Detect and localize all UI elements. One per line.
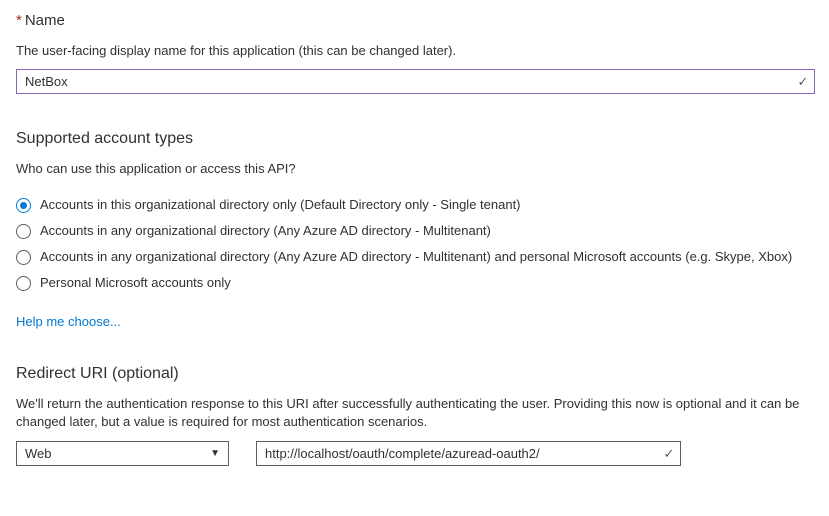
radio-button-icon[interactable] bbox=[16, 276, 31, 291]
radio-button-icon[interactable] bbox=[16, 198, 31, 213]
supported-account-types-heading: Supported account types bbox=[16, 130, 194, 147]
name-label-text: Name bbox=[24, 12, 65, 29]
radio-option-label: Accounts in any organizational directory (Any Azure AD directory - Multitenant) bbox=[40, 223, 491, 238]
radio-option-multitenant[interactable] bbox=[16, 218, 813, 244]
redirect-uri-row bbox=[16, 441, 813, 466]
radio-option-label: Personal Microsoft accounts only bbox=[40, 275, 231, 290]
radio-button-icon[interactable] bbox=[16, 250, 31, 265]
radio-option-label: Accounts in this organizational directory only (Default Directory only - Single tenant) bbox=[40, 197, 521, 212]
supported-account-types-helper: Who can use this application or access this API? bbox=[16, 161, 296, 176]
redirect-uri-heading: Redirect URI (optional) bbox=[16, 365, 179, 382]
name-input-wrapper[interactable] bbox=[16, 69, 815, 94]
name-helper-text: The user-facing display name for this application (this can be changed later). bbox=[16, 43, 457, 58]
platform-select-value: Web bbox=[25, 446, 52, 461]
required-indicator: * bbox=[16, 12, 22, 29]
chevron-down-icon: ▼ bbox=[210, 447, 220, 459]
checkmark-icon: ✓ bbox=[797, 73, 809, 89]
name-field-label bbox=[16, 10, 813, 32]
radio-option-multitenant-and-personal[interactable] bbox=[16, 244, 813, 270]
redirect-uri-helper: We'll return the authentication response to this URI after successfully authenticating the user. Providing this now is optional and it can be changed later, but a value is required for most authentication scenarios. bbox=[16, 396, 800, 429]
platform-select[interactable] bbox=[16, 441, 229, 466]
checkmark-icon: ✓ bbox=[663, 445, 675, 461]
redirect-uri-input[interactable] bbox=[257, 443, 658, 464]
radio-option-single-tenant[interactable] bbox=[16, 192, 813, 218]
name-input[interactable] bbox=[17, 71, 792, 92]
radio-button-icon[interactable] bbox=[16, 224, 31, 239]
redirect-uri-input-wrapper[interactable] bbox=[256, 441, 681, 466]
radio-option-label: Accounts in any organizational directory (Any Azure AD directory - Multitenant) and personal Microsoft accounts (e.g. Skype, Xbox) bbox=[40, 249, 793, 264]
help-me-choose-link[interactable]: Help me choose... bbox=[16, 314, 121, 329]
radio-option-personal-only[interactable] bbox=[16, 270, 813, 296]
supported-account-types-radio-group bbox=[16, 192, 813, 296]
